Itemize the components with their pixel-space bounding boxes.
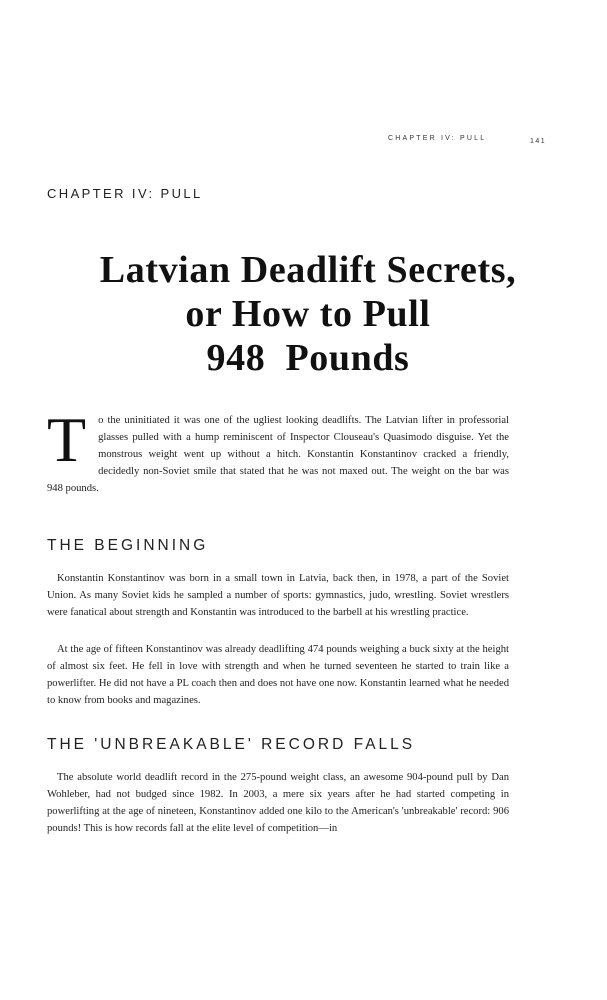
drop-cap: T (47, 404, 87, 475)
chapter-label: CHAPTER IV: PULL (47, 186, 203, 201)
page-number: 141 (530, 138, 547, 145)
title-line-1: Latvian Deadlift Secrets, (99, 249, 517, 291)
running-head: CHAPTER IV: PULL (388, 135, 487, 142)
section-heading-beginning: THE BEGINNING (47, 537, 209, 554)
body-paragraph: At the age of fifteen Konstantinov was already deadlifting 474 pounds weighing a buck sixty at the height of almost six feet. He fell in love with strength and when he turned seventeen he started to train like a powerlifter. He did not have a PL coach then and does not have one now. Konstantin learned what he needed to know from books and magazines. (47, 644, 509, 706)
section-heading-record-falls: THE 'UNBREAKABLE' RECORD FALLS (47, 736, 416, 753)
intro-paragraph (47, 404, 509, 497)
intro-text: o the uninitiated it was one of the ugliest looking deadlifts. The Latvian lifter in professorial glasses pulled with a hump reminiscent of Inspector Clouseau's Quasimodo disguise. Yet the monstrous weight went up without a hitch. Konstantin Konstantinov cracked a friendly, decidedly non-Soviet smile that stated that he was not maxed out. The weight on the bar was 948 pounds. (47, 415, 509, 494)
body-paragraph: Konstantin Konstantinov was born in a small town in Latvia, back then, in 1978, a part of the Soviet Union. As many Soviet kids he sampled a number of sports: gymnastics, judo, wrestling. Soviet wrestlers were fanatical about strength and Konstantin was introduced to the barbell at his wrestling practice. (47, 573, 509, 618)
title-line-3: 948 Pounds (206, 337, 410, 379)
chapter-title (30, 248, 586, 380)
body-paragraph: The absolute world deadlift record in the 275-pound weight class, an awesome 904-pound pull by Dan Wohleber, had not budged since 1982. In 2003, a mere six years after he had started competing in powerlifting at the age of nineteen, Konstantinov added one kilo to the American's 'unbreakable' record: 906 pounds! This is how records fall at the elite level of competition—in (47, 772, 509, 834)
title-line-2: or How to Pull (185, 293, 431, 335)
